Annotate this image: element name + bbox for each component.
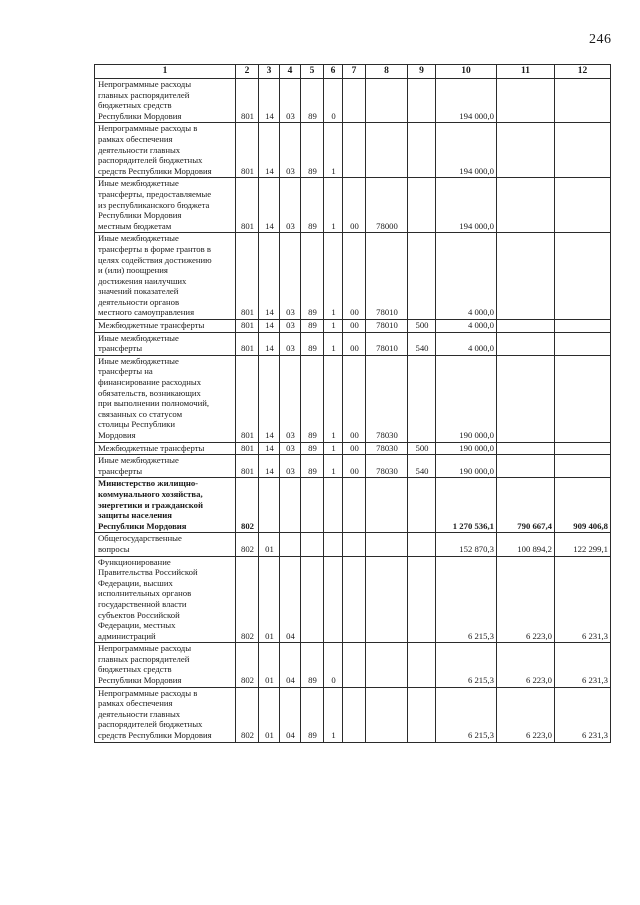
column-header: 3 xyxy=(259,65,280,79)
cell-subprogram xyxy=(324,533,343,556)
table-row xyxy=(95,355,611,442)
cell-section: 01 xyxy=(259,556,280,643)
cell-subsection: 04 xyxy=(280,556,301,643)
cell-amount-col12: 6 231,3 xyxy=(555,687,611,742)
cell-amount-col10: 6 215,3 xyxy=(436,687,497,742)
cell-program: 89 xyxy=(301,643,324,687)
cell-expense-type xyxy=(408,478,436,533)
cell-section: 14 xyxy=(259,178,280,233)
cell-subprogram: 1 xyxy=(324,332,343,355)
cell-admin-code: 801 xyxy=(236,455,259,478)
cell-amount-col10: 6 215,3 xyxy=(436,556,497,643)
cell-target-code: 78030 xyxy=(366,355,408,442)
page-number: 246 xyxy=(589,32,612,47)
cell-program xyxy=(301,556,324,643)
cell-program xyxy=(301,478,324,533)
cell-amount-col10: 4 000,0 xyxy=(436,233,497,320)
cell-program: 89 xyxy=(301,332,324,355)
cell-amount-col12: 6 231,3 xyxy=(555,643,611,687)
cell-admin-code: 802 xyxy=(236,687,259,742)
cell-amount-col11: 6 223,0 xyxy=(497,687,555,742)
cell-program: 89 xyxy=(301,442,324,455)
cell-direction xyxy=(343,79,366,123)
cell-amount-col12 xyxy=(555,123,611,178)
cell-subsection: 03 xyxy=(280,178,301,233)
cell-expense-type xyxy=(408,643,436,687)
cell-program: 89 xyxy=(301,123,324,178)
cell-admin-code: 801 xyxy=(236,332,259,355)
cell-program: 89 xyxy=(301,355,324,442)
cell-target-code xyxy=(366,556,408,643)
cell-admin-code: 802 xyxy=(236,556,259,643)
cell-admin-code: 801 xyxy=(236,320,259,333)
cell-expense-type: 500 xyxy=(408,442,436,455)
cell-expense-type: 540 xyxy=(408,455,436,478)
column-header: 11 xyxy=(497,65,555,79)
row-name: Функционирование Правительства Российской Федерации, высших исполнительных органов государственной власти субъектов Российской Федерации, местных администраций xyxy=(95,556,236,643)
cell-program: 89 xyxy=(301,687,324,742)
cell-section: 14 xyxy=(259,332,280,355)
cell-section: 14 xyxy=(259,123,280,178)
table-row xyxy=(95,478,611,533)
cell-target-code xyxy=(366,643,408,687)
row-name: Межбюджетные трансферты xyxy=(95,442,236,455)
cell-amount-col11: 6 223,0 xyxy=(497,556,555,643)
budget-table xyxy=(94,64,611,743)
cell-amount-col12 xyxy=(555,332,611,355)
cell-admin-code: 802 xyxy=(236,478,259,533)
column-header: 2 xyxy=(236,65,259,79)
table-row xyxy=(95,123,611,178)
cell-subsection: 03 xyxy=(280,79,301,123)
cell-direction: 00 xyxy=(343,442,366,455)
cell-subprogram: 1 xyxy=(324,442,343,455)
cell-amount-col10: 190 000,0 xyxy=(436,355,497,442)
cell-direction: 00 xyxy=(343,178,366,233)
cell-amount-col11 xyxy=(497,332,555,355)
table-row xyxy=(95,320,611,333)
cell-expense-type xyxy=(408,123,436,178)
cell-section: 01 xyxy=(259,533,280,556)
cell-direction: 00 xyxy=(343,233,366,320)
table-row xyxy=(95,556,611,643)
cell-section: 14 xyxy=(259,442,280,455)
cell-program xyxy=(301,533,324,556)
cell-subprogram: 1 xyxy=(324,687,343,742)
cell-amount-col11 xyxy=(497,455,555,478)
table-row xyxy=(95,332,611,355)
cell-section: 14 xyxy=(259,355,280,442)
cell-subprogram: 1 xyxy=(324,178,343,233)
cell-amount-col10: 6 215,3 xyxy=(436,643,497,687)
cell-direction xyxy=(343,478,366,533)
cell-admin-code: 801 xyxy=(236,355,259,442)
cell-subprogram: 1 xyxy=(324,320,343,333)
row-name: Иные межбюджетные трансферты на финансирование расходных обязательств, возникающих при выполнении полномочий, связанных со статусом столицы Республики Мордовия xyxy=(95,355,236,442)
column-header: 6 xyxy=(324,65,343,79)
column-header: 10 xyxy=(436,65,497,79)
cell-amount-col12: 6 231,3 xyxy=(555,556,611,643)
cell-expense-type xyxy=(408,533,436,556)
cell-subprogram xyxy=(324,478,343,533)
cell-amount-col11: 100 894,2 xyxy=(497,533,555,556)
row-name: Непрограммные расходы главных распорядителей бюджетных средств Республики Мордовия xyxy=(95,643,236,687)
cell-subsection: 03 xyxy=(280,123,301,178)
cell-amount-col12 xyxy=(555,455,611,478)
cell-subsection: 03 xyxy=(280,320,301,333)
cell-admin-code: 801 xyxy=(236,442,259,455)
cell-direction: 00 xyxy=(343,320,366,333)
row-name: Иные межбюджетные трансферты в форме грантов в целях содействия достижению и (или) поощрения достижения наилучших значений показателей деятельности органов местного самоуправления xyxy=(95,233,236,320)
cell-section xyxy=(259,478,280,533)
cell-amount-col12 xyxy=(555,442,611,455)
cell-amount-col12 xyxy=(555,79,611,123)
cell-target-code: 78010 xyxy=(366,233,408,320)
cell-subsection xyxy=(280,478,301,533)
column-header: 9 xyxy=(408,65,436,79)
cell-expense-type xyxy=(408,233,436,320)
column-header: 1 xyxy=(95,65,236,79)
cell-subprogram: 1 xyxy=(324,233,343,320)
table-row xyxy=(95,687,611,742)
row-name: Иные межбюджетные трансферты, предоставляемые из республиканского бюджета Республики Мордовия местным бюджетам xyxy=(95,178,236,233)
table-row xyxy=(95,79,611,123)
row-name: Непрограммные расходы в рамках обеспечения деятельности главных распорядителей бюджетных средств Республики Мордовия xyxy=(95,123,236,178)
cell-admin-code: 801 xyxy=(236,233,259,320)
cell-expense-type: 540 xyxy=(408,332,436,355)
table-row xyxy=(95,533,611,556)
cell-program: 89 xyxy=(301,455,324,478)
cell-target-code: 78010 xyxy=(366,332,408,355)
cell-subprogram: 1 xyxy=(324,123,343,178)
cell-target-code xyxy=(366,123,408,178)
cell-amount-col10: 4 000,0 xyxy=(436,320,497,333)
cell-program: 89 xyxy=(301,178,324,233)
cell-amount-col10: 4 000,0 xyxy=(436,332,497,355)
cell-target-code: 78030 xyxy=(366,455,408,478)
cell-admin-code: 801 xyxy=(236,178,259,233)
cell-target-code: 78030 xyxy=(366,442,408,455)
cell-direction xyxy=(343,533,366,556)
table-row xyxy=(95,178,611,233)
cell-amount-col11 xyxy=(497,178,555,233)
table-row xyxy=(95,643,611,687)
cell-target-code xyxy=(366,687,408,742)
cell-amount-col11 xyxy=(497,442,555,455)
cell-subsection: 03 xyxy=(280,332,301,355)
cell-subprogram: 1 xyxy=(324,455,343,478)
cell-amount-col12: 909 406,8 xyxy=(555,478,611,533)
cell-section: 01 xyxy=(259,643,280,687)
table-row xyxy=(95,233,611,320)
cell-amount-col12 xyxy=(555,320,611,333)
cell-direction xyxy=(343,123,366,178)
cell-expense-type: 500 xyxy=(408,320,436,333)
row-name: Министерство жилищно- коммунального хозяйства, энергетики и гражданской защиты населения Республики Мордовия xyxy=(95,478,236,533)
cell-program: 89 xyxy=(301,233,324,320)
column-header: 8 xyxy=(366,65,408,79)
cell-direction: 00 xyxy=(343,355,366,442)
cell-program: 89 xyxy=(301,320,324,333)
cell-subsection: 04 xyxy=(280,643,301,687)
cell-expense-type xyxy=(408,355,436,442)
cell-admin-code: 801 xyxy=(236,123,259,178)
cell-section: 14 xyxy=(259,455,280,478)
table-row xyxy=(95,455,611,478)
cell-subprogram xyxy=(324,556,343,643)
column-header: 7 xyxy=(343,65,366,79)
cell-amount-col11: 790 667,4 xyxy=(497,478,555,533)
cell-direction xyxy=(343,643,366,687)
cell-expense-type xyxy=(408,687,436,742)
header-row xyxy=(95,65,611,79)
cell-section: 01 xyxy=(259,687,280,742)
cell-subsection: 03 xyxy=(280,233,301,320)
cell-amount-col10: 152 870,3 xyxy=(436,533,497,556)
cell-direction: 00 xyxy=(343,455,366,478)
cell-subsection: 03 xyxy=(280,442,301,455)
cell-amount-col11 xyxy=(497,123,555,178)
cell-amount-col10: 194 000,0 xyxy=(436,79,497,123)
cell-amount-col11 xyxy=(497,233,555,320)
cell-section: 14 xyxy=(259,233,280,320)
cell-expense-type xyxy=(408,178,436,233)
cell-amount-col12 xyxy=(555,178,611,233)
cell-subsection: 03 xyxy=(280,355,301,442)
cell-section: 14 xyxy=(259,320,280,333)
cell-program: 89 xyxy=(301,79,324,123)
table-body xyxy=(95,79,611,743)
cell-amount-col11 xyxy=(497,355,555,442)
cell-amount-col10: 1 270 536,1 xyxy=(436,478,497,533)
cell-target-code: 78010 xyxy=(366,320,408,333)
row-name: Непрограммные расходы главных распорядителей бюджетных средств Республики Мордовия xyxy=(95,79,236,123)
row-name: Межбюджетные трансферты xyxy=(95,320,236,333)
cell-expense-type xyxy=(408,556,436,643)
cell-amount-col12: 122 299,1 xyxy=(555,533,611,556)
cell-subsection xyxy=(280,533,301,556)
cell-expense-type xyxy=(408,79,436,123)
cell-amount-col11 xyxy=(497,79,555,123)
cell-amount-col11 xyxy=(497,320,555,333)
cell-direction xyxy=(343,687,366,742)
cell-admin-code: 802 xyxy=(236,643,259,687)
cell-subsection: 04 xyxy=(280,687,301,742)
cell-target-code xyxy=(366,79,408,123)
row-name: Непрограммные расходы в рамках обеспечения деятельности главных распорядителей бюджетных средств Республики Мордовия xyxy=(95,687,236,742)
cell-direction: 00 xyxy=(343,332,366,355)
cell-section: 14 xyxy=(259,79,280,123)
cell-admin-code: 801 xyxy=(236,79,259,123)
cell-target-code xyxy=(366,478,408,533)
cell-subprogram: 0 xyxy=(324,79,343,123)
cell-amount-col10: 194 000,0 xyxy=(436,178,497,233)
cell-direction xyxy=(343,556,366,643)
cell-amount-col10: 194 000,0 xyxy=(436,123,497,178)
cell-subsection: 03 xyxy=(280,455,301,478)
table-row xyxy=(95,442,611,455)
cell-subprogram: 0 xyxy=(324,643,343,687)
column-header: 4 xyxy=(280,65,301,79)
cell-amount-col11: 6 223,0 xyxy=(497,643,555,687)
column-header: 5 xyxy=(301,65,324,79)
cell-subprogram: 1 xyxy=(324,355,343,442)
cell-amount-col12 xyxy=(555,355,611,442)
row-name: Иные межбюджетные трансферты xyxy=(95,455,236,478)
row-name: Иные межбюджетные трансферты xyxy=(95,332,236,355)
row-name: Общегосударственные вопросы xyxy=(95,533,236,556)
cell-target-code: 78000 xyxy=(366,178,408,233)
cell-amount-col12 xyxy=(555,233,611,320)
cell-admin-code: 802 xyxy=(236,533,259,556)
column-header: 12 xyxy=(555,65,611,79)
cell-target-code xyxy=(366,533,408,556)
cell-amount-col10: 190 000,0 xyxy=(436,442,497,455)
cell-amount-col10: 190 000,0 xyxy=(436,455,497,478)
